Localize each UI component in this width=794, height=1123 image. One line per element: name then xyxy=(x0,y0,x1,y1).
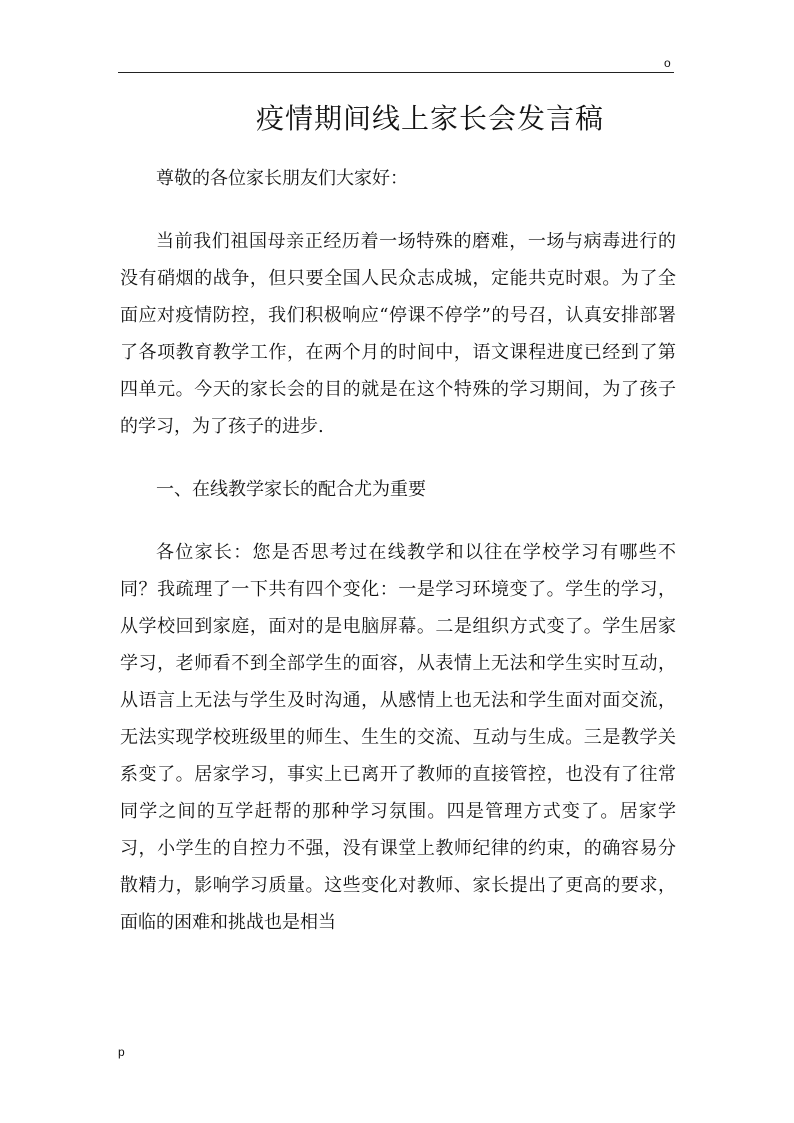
footer-mark: p xyxy=(118,1045,125,1059)
paragraph-2: 各位家长：您是否思考过在线教学和以往在学校学习有哪些不同？我疏理了一下共有四个变化：一是学习环境变了。学生的学习，从学校回到家庭，面对的是电脑屏幕。二是组织方式变了。学生居家学习，老师看不到全部学生的面容，从表情上无法和学生实时互动，从语言上无法与学生及时沟通，从感情上也无法和学生面对面交流，无法实现学校班级里的师生、生生的交流、互动与生成。三是教学关系变了。居家学习，事实上已离开了教师的直接管控，也没有了往常同学之间的互学赶帮的那种学习氛围。四是管理方式变了。居家学习，小学生的自控力不强，没有课堂上教师纪律的约束，的确容易分散精力，影响学习质量。这些变化对教师、家长提出了更高的要求，面临的困难和挑战也是相当 xyxy=(120,542,676,933)
document-body xyxy=(120,160,676,967)
header-mark: o xyxy=(664,56,671,70)
document-title: 疫情期间线上家长会发言稿 xyxy=(255,102,604,135)
header-rule xyxy=(118,72,674,73)
salutation: 尊敬的各位家长朋友们大家好： xyxy=(156,168,408,189)
paragraph-1: 当前我们祖国母亲正经历着一场特殊的磨难，一场与病毒进行的没有硝烟的战争，但只要全国人民众志成城，定能共克时艰。为了全面应对疫情防控，我们积极响应“停课不停学”的号召，认真安排部署了各项教育教学工作，在两个月的时间中，语文课程进度已经到了第四单元。今天的家长会的目的就是在这个特殊的学习期间，为了孩子的学习，为了孩子的进步. xyxy=(120,231,676,437)
section-1-heading: 一、在线教学家长的配合尤为重要 xyxy=(156,479,426,500)
